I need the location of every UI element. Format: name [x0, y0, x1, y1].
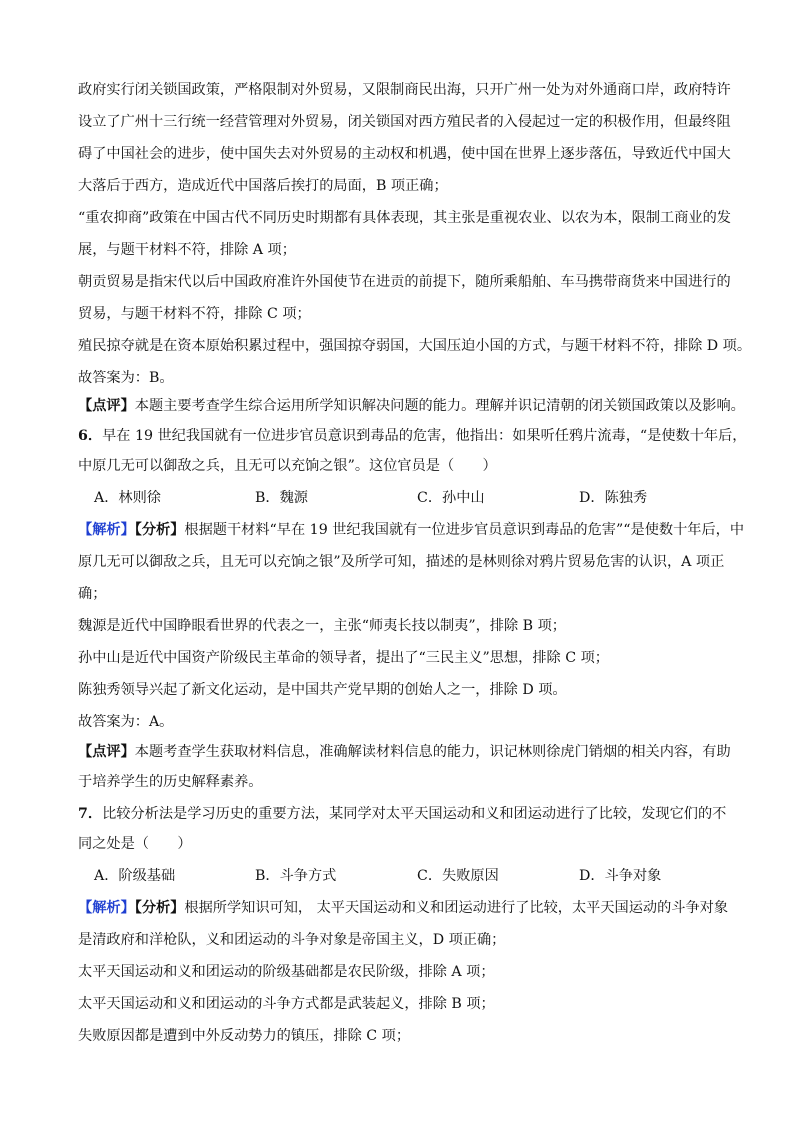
text-line: 殖民掠夺就是在资本原始积累过程中，强国掠夺弱国，大国压迫小国的方式，与题干材料不符，排除 D 项。 — [78, 338, 752, 354]
text-line: 贸易，与题干材料不符，排除 C 项； — [78, 306, 311, 322]
text-line: 太平天国运动和义和团运动的阶级基础都是农民阶级，排除 A 项； — [78, 964, 495, 980]
text-line: 设立了广州十三行统一经营管理对外贸易，闭关锁国对西方殖民者的入侵起过一定的积极作用，但最终阻 — [78, 114, 731, 130]
comment-line — [78, 742, 778, 762]
text-line: 孙中山是近代中国资产阶级民主革命的领导者，提出了“三民主义”思想，排除 C 项； — [78, 650, 609, 666]
analysis-6-line-2: 原几无可以御敌之兵，且无可以充饷之银”及所学可知，描述的是林则徐对鸦片贸易危害的认识，A 项正 — [78, 554, 725, 570]
analysis-tag: 【解析】 — [78, 522, 135, 538]
text-line: 展，与题干材料不符，排除 A 项； — [78, 242, 296, 258]
option-d: D．陈独秀 — [579, 490, 648, 506]
text-line: “重农抑商”政策在中国古代不同历史时期都有具体表现，其主张是重视农业、以农为本，限制工商业的发 — [78, 210, 731, 226]
analysis-label: 【分析】 — [134, 900, 185, 916]
option-a: A．阶级基础 — [94, 868, 176, 884]
comment-text: 本题主要考查学生综合运用所学知识解决问题的能力。理解并识记清朝的闭关锁国政策以及影响。 — [134, 398, 745, 414]
question-number: 6． — [78, 428, 103, 444]
analysis-6-line-3: 确； — [78, 586, 107, 602]
comment-line-2: 于培养学生的历史解释素养。 — [78, 774, 263, 790]
text-line: 魏源是近代中国睁眼看世界的代表之一，主张“师夷长技以制夷”，排除 B 项； — [78, 618, 566, 634]
option-b: B．斗争方式 — [255, 868, 337, 884]
analysis-tag: 【解析】 — [78, 900, 135, 916]
option-d: D．斗争对象 — [579, 868, 662, 884]
text-line: 太平天国运动和义和团运动的斗争方式都是武装起义，排除 B 项； — [78, 996, 495, 1012]
comment-label: 【点评】 — [78, 398, 135, 414]
question-text: 早在 19 世纪我国就有一位进步官员意识到毒品的危害，他指出：如果听任鸦片流毒，“是使数十年后， — [102, 428, 747, 444]
question-6-line-2: 中原几无可以御敌之兵，且无可以充饷之银”。这位官员是（ ） — [78, 458, 497, 474]
answer-line: 故答案为：B。 — [78, 370, 174, 386]
text-line: 碍了中国社会的进步，使中国失去对外贸易的主动权和机遇，使中国在世界上逐步落伍，导致近代中国大 — [78, 146, 731, 162]
text-line: 政府实行闭关锁国政策，严格限制对外贸易，又限制商民出海，只开广州一处为对外通商口岸，政府特许 — [78, 82, 731, 98]
option-a: A．林则徐 — [94, 490, 161, 506]
analysis-text: 根据题干材料“早在 19 世纪我国就有一位进步官员意识到毒品的危害”“是使数十年后，中 — [184, 522, 745, 538]
option-c: C．失败原因 — [417, 868, 499, 884]
analysis-label: 【分析】 — [134, 522, 185, 538]
question-6-line-1 — [78, 426, 778, 446]
text-line: 朝贡贸易是指宋代以后中国政府准许外国使节在进贡的前提下，随所乘船舶、车马携带商货来中国进行的 — [78, 274, 731, 290]
option-c: C．孙中山 — [417, 490, 485, 506]
question-number: 7． — [78, 806, 103, 822]
text-line: 陈独秀领导兴起了新文化运动，是中国共产党早期的创始人之一，排除 D 项。 — [78, 682, 567, 698]
text-line: 大落后于西方，造成近代中国落后挨打的局面，B 项正确； — [78, 178, 448, 194]
comment-label: 【点评】 — [78, 744, 135, 760]
analysis-text: 根据所学知识可知， 太平天国运动和义和团运动进行了比较，太平天国运动的斗争对象 — [184, 900, 729, 916]
comment-line — [78, 396, 778, 416]
analysis-7-line-1 — [78, 898, 778, 918]
comment-text: 本题考查学生获取材料信息，准确解读材料信息的能力，识记林则徐虎门销烟的相关内容，有助 — [134, 744, 731, 760]
question-text: 比较分析法是学习历史的重要方法，某同学对太平天国运动和义和团运动进行了比较，发现它们的不 — [102, 806, 727, 822]
analysis-7-line-2: 是清政府和洋枪队，义和团运动的斗争对象是帝国主义，D 项正确； — [78, 932, 506, 948]
analysis-6-line-1 — [78, 520, 778, 540]
option-b: B．魏源 — [255, 490, 308, 506]
question-7-line-2: 同之处是（ ） — [78, 836, 192, 852]
question-7-line-1 — [78, 804, 778, 824]
answer-line: 故答案为：A。 — [78, 714, 174, 730]
text-line: 失败原因都是遭到中外反动势力的镇压，排除 C 项； — [78, 1028, 411, 1044]
